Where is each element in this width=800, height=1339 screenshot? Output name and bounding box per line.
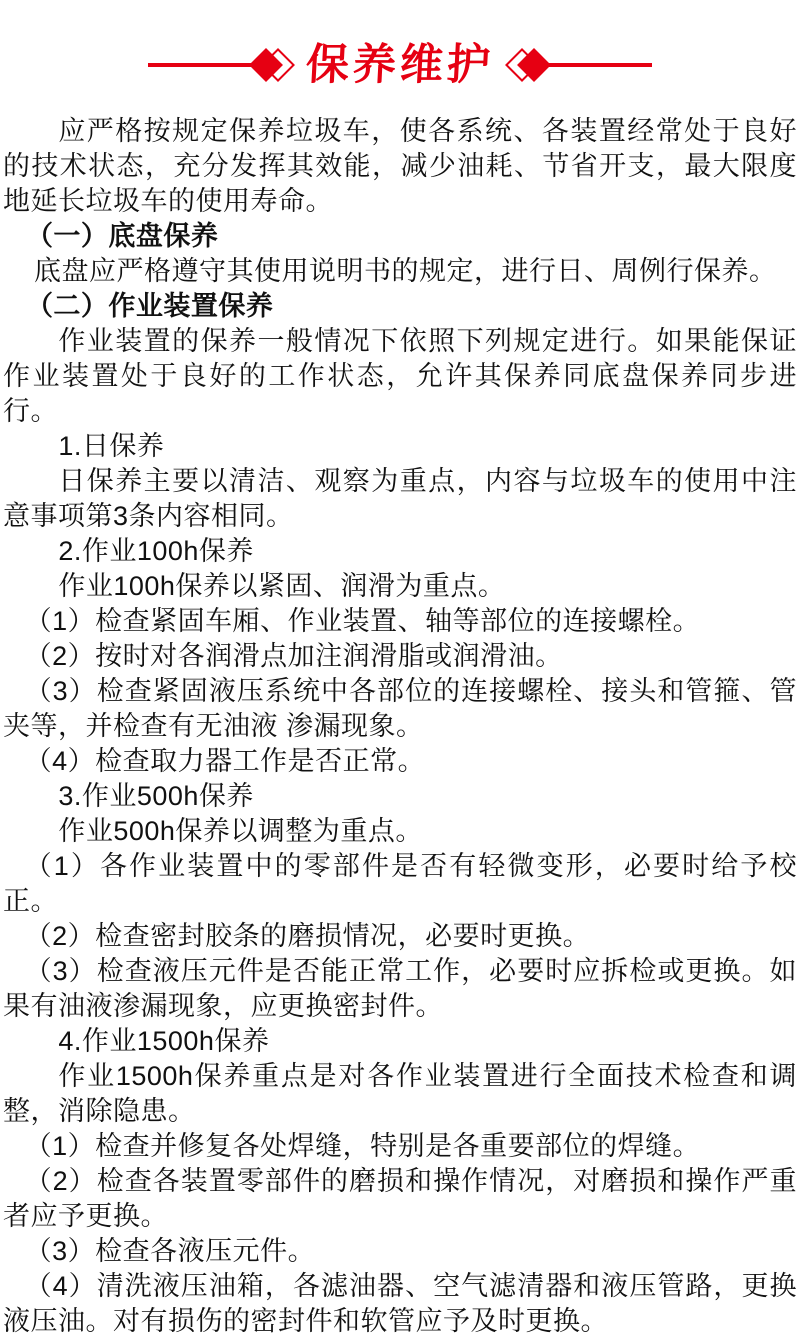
paragraph: 3.作业500h保养	[58, 781, 254, 811]
list-item: （2）按时对各润滑点加注润滑脂或润滑油。	[24, 641, 563, 671]
paragraph: 日保养主要以清洁、观察为重点，内容与垃圾车的使用中注意事项第3条内容相同。	[3, 466, 797, 531]
paragraph: 1.日保养	[58, 431, 165, 461]
list-item: （3）检查液压元件是否能正常工作，必要时应拆检或更换。如果有油液渗漏现象，应更换密封件。	[3, 956, 797, 1021]
title-rule-right	[546, 63, 652, 67]
paragraph: 作业装置的保养一般情况下依照下列规定进行。如果能保证作业装置处于良好的工作状态，允许其保养同底盘保养同步进行。	[3, 326, 797, 426]
list-item: （4）检查取力器工作是否正常。	[24, 746, 426, 776]
list-item: （3）检查紧固液压系统中各部位的连接螺栓、接头和管箍、管夹等，并检查有无油液 渗漏现象。	[3, 676, 797, 741]
list-item: （2）检查密封胶条的磨损情况，必要时更换。	[24, 921, 591, 951]
list-item: （4）清洗液压油箱，各滤油器、空气滤清器和液压管路，更换液压油。对有损伤的密封件和软管应予及时更换。	[3, 1271, 797, 1336]
list-item: （3）检查各液压元件。	[24, 1236, 316, 1266]
list-item: （1）检查紧固车厢、作业装置、轴等部位的连接螺栓。	[24, 606, 701, 636]
title-rule-left	[148, 63, 254, 67]
section-heading: （一）底盘保养	[25, 221, 219, 251]
paragraph: 作业500h保养以调整为重点。	[58, 816, 423, 846]
paragraph: 作业1500h保养重点是对各作业装置进行全面技术检查和调整，消除隐患。	[3, 1061, 797, 1126]
list-item: （1）检查并修复各处焊缝，特别是各重要部位的焊缝。	[24, 1131, 701, 1161]
title-banner	[0, 0, 800, 114]
title-decor-left	[254, 53, 290, 77]
paragraph: 4.作业1500h保养	[58, 1026, 270, 1056]
paragraph: 作业100h保养以紧固、润滑为重点。	[58, 571, 506, 601]
list-item: （1）各作业装置中的零部件是否有轻微变形，必要时给予校正。	[3, 851, 797, 916]
list-item: （2）检查各装置零部件的磨损和操作情况，对磨损和操作严重者应予更换。	[3, 1166, 797, 1231]
paragraph: 2.作业100h保养	[58, 536, 254, 566]
article-body	[0, 114, 800, 1339]
section-heading: （二）作业装置保养	[25, 291, 274, 321]
paragraph: 底盘应严格遵守其使用说明书的规定，进行日、周例行保养。	[34, 256, 777, 286]
title-decor-right	[510, 53, 546, 77]
paragraph: 应严格按规定保养垃圾车，使各系统、各装置经常处于良好的技术状态，充分发挥其效能，减少油耗、节省开支，最大限度地延长垃圾车的使用寿命。	[3, 116, 797, 216]
page-title: 保养维护	[304, 40, 496, 89]
